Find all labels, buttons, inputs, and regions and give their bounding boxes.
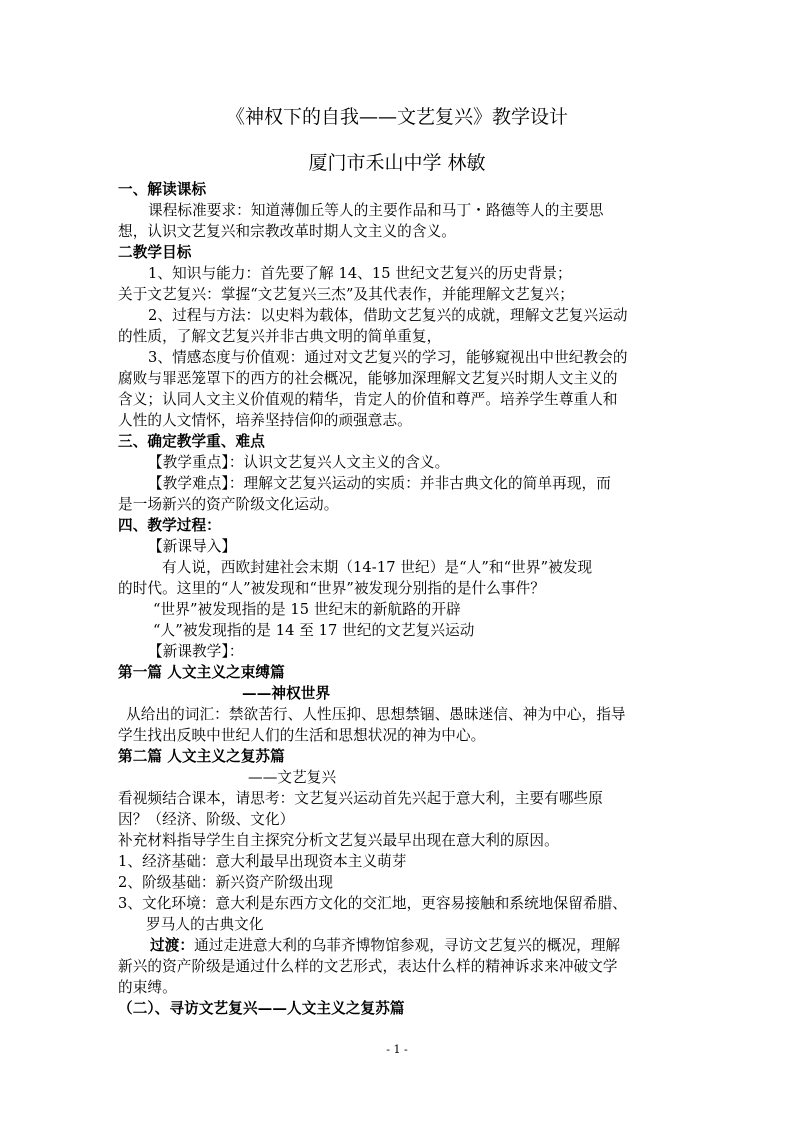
transition-label: 过渡： <box>150 937 195 954</box>
paragraph-line: “世界”被发现指的是 15 世纪末的新航路的开辟 <box>153 601 461 618</box>
paragraph-line: 想，认识文艺复兴和宗教改革时期人文主义的含义。 <box>118 223 456 240</box>
paragraph-line: 的束缚。 <box>118 979 177 996</box>
paragraph-line: 3、情感态度与价值观：通过对文艺复兴的学习，能够窥视出中世纪教会的 <box>148 349 628 366</box>
paragraph-line: 课程标准要求：知道薄伽丘等人的主要作品和马丁・路德等人的主要思 <box>148 202 604 219</box>
paragraph-line: 补充材料指导学生自主探究分析文艺复兴最早出现在意大利的原因。 <box>118 832 559 849</box>
document-author: 厦门市禾山中学 林敏 <box>308 152 486 174</box>
paragraph-line: 看视频结合课本，请思考：文艺复兴运动首先兴起于意大利，主要有哪些原 <box>118 790 603 807</box>
subsection-heading: 第二篇 人文主义之复苏篇 <box>118 748 285 765</box>
paragraph-line: 关于文艺复兴：掌握“文艺复兴三杰”及其代表作，并能理解文艺复兴； <box>118 286 574 303</box>
paragraph-line: 是一场新兴的资产阶级文化运动。 <box>118 496 339 513</box>
paragraph-line: 因？（经济、阶级、文化） <box>118 811 295 828</box>
subsection-subtitle: ——文艺复兴 <box>248 769 337 786</box>
transition-line <box>150 936 620 956</box>
subsection-heading: （二）、寻访文艺复兴——人文主义之复苏篇 <box>118 1000 405 1017</box>
paragraph-line: 学生找出反映中世纪人们的生活和思想状况的神为中心。 <box>118 727 486 744</box>
paragraph-line: 人性的人文情怀，培养坚持信仰的顽强意志。 <box>118 412 412 429</box>
paragraph-line: 1、知识与能力：首先要了解 14、15 世纪文艺复兴的历史背景； <box>148 265 572 282</box>
paragraph-line: 2、过程与方法：以史料为载体，借助文艺复兴的成就，理解文艺复兴运动 <box>148 307 628 324</box>
paragraph-line: 的性质，了解文艺复兴并非古典文明的简单重复， <box>118 328 442 345</box>
section-heading-2: 二教学目标 <box>118 244 192 261</box>
subsection-subtitle: ——神权世界 <box>242 685 331 702</box>
paragraph-line: 【新课教学】： <box>148 643 244 660</box>
paragraph-line: 从给出的词汇：禁欲苦行、人性压抑、思想禁锢、愚昧迷信、神为中心，指导 <box>126 706 626 723</box>
section-heading-1: 一、解读课标 <box>118 181 207 198</box>
paragraph-line: 含义；认同人文主义价值观的精华，肯定人的价值和尊严。培养学生尊重人和 <box>118 391 618 408</box>
paragraph-line: 新兴的资产阶级是通过什么样的文艺形式，表达什么样的精神诉求来冲破文学 <box>118 958 618 975</box>
list-item: 1、经济基础：意大利最早出现资本主义萌芽 <box>118 853 407 870</box>
section-heading-3: 三、确定教学重、难点 <box>118 433 265 450</box>
subsection-heading: 第一篇 人文主义之束缚篇 <box>118 664 285 681</box>
document-title: 《神权下的自我——文艺复兴》教学设计 <box>225 106 568 128</box>
list-item-continuation: 罗马人的古典文化 <box>146 916 264 933</box>
paragraph-line: 【教学难点】：理解文艺复兴运动的实质：并非古典文化的简单再现，而 <box>148 475 611 492</box>
paragraph-line: 【新课导入】 <box>148 538 237 555</box>
paragraph-line: “人”被发现指的是 14 至 17 世纪的文艺复兴运动 <box>153 622 475 639</box>
paragraph-line: 的时代。这里的“人”被发现和“世界”被发现分别指的是什么事件？ <box>118 580 545 597</box>
paragraph-line: 腐败与罪恶笼罩下的西方的社会概况，能够加深理解文艺复兴时期人文主义的 <box>118 370 618 387</box>
section-heading-4: 四、教学过程： <box>118 517 221 534</box>
paragraph-line: 【教学重点】：认识文艺复兴人文主义的含义。 <box>148 454 450 471</box>
paragraph-line: 有人说，西欧封建社会末期（14-17 世纪）是“人”和“世界”被发现 <box>162 559 593 576</box>
page-number: - 1 - <box>386 1043 408 1056</box>
transition-text: 通过走进意大利的乌菲齐博物馆参观，寻访文艺复兴的概况，理解 <box>194 937 621 954</box>
list-item: 3、文化环境：意大利是东西方文化的交汇地，更容易接触和系统地保留希腊、 <box>118 895 627 912</box>
list-item: 2、阶级基础：新兴资产阶级出现 <box>118 874 334 891</box>
